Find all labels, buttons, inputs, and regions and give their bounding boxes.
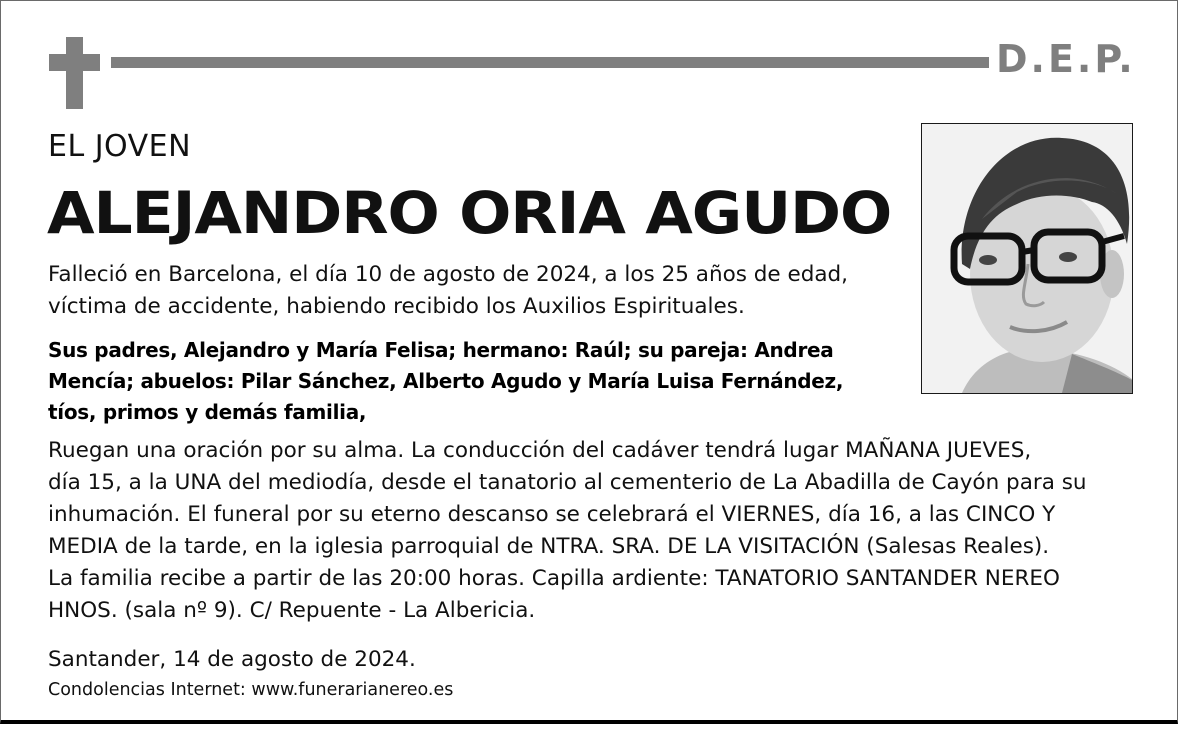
portrait-image [922, 124, 1132, 393]
date-line: Santander, 14 de agosto de 2024. [48, 647, 416, 672]
ceremony-line: La familia recibe a partir de las 20:00 horas. Capilla ardiente: TANATORIO SANTANDER NEREO [48, 566, 1060, 591]
ceremony-line: MEDIA de la tarde, en la iglesia parroquial de NTRA. SRA. DE LA VISITACIÓN (Salesas Reales). [48, 534, 1050, 559]
header-rule [111, 57, 989, 68]
ceremony-line: día 15, a la UNA del mediodía, desde el tanatorio al cementerio de La Abadilla de Cayón para su [48, 470, 1087, 495]
portrait-photo [921, 123, 1133, 394]
dep-badge: D.E.P. [996, 37, 1136, 81]
cross-icon-bar [49, 54, 100, 71]
cross-icon [66, 37, 83, 109]
deceased-name: ALEJANDRO ORIA AGUDO [47, 179, 892, 247]
death-notice-line: víctima de accidente, habiendo recibido los Auxilios Espirituales. [48, 294, 745, 319]
ceremony-details [48, 435, 1087, 627]
ceremony-line: Ruegan una oración por su alma. La conducción del cadáver tendrá lugar MAÑANA JUEVES, [48, 438, 1032, 463]
family-line: Mencía; abuelos: Pilar Sánchez, Alberto Agudo y María Luisa Fernández, [48, 369, 844, 393]
condolences-line: Condolencias Internet: www.funerarianereo.es [48, 680, 454, 700]
ceremony-line: inhumación. El funeral por su eterno descanso se celebrará el VIERNES, día 16, a las CINCO Y [48, 502, 1056, 527]
family-line: tíos, primos y demás familia, [48, 400, 367, 424]
ceremony-line: HNOS. (sala nº 9). C/ Repuente - La Albericia. [48, 598, 536, 623]
death-notice-line: Falleció en Barcelona, el día 10 de agosto de 2024, a los 25 años de edad, [48, 262, 849, 287]
family-list [48, 335, 843, 428]
death-notice [48, 259, 848, 323]
family-line: Sus padres, Alejandro y María Felisa; hermano: Raúl; su pareja: Andrea [48, 338, 834, 362]
intro-label: EL JOVEN [48, 129, 192, 164]
